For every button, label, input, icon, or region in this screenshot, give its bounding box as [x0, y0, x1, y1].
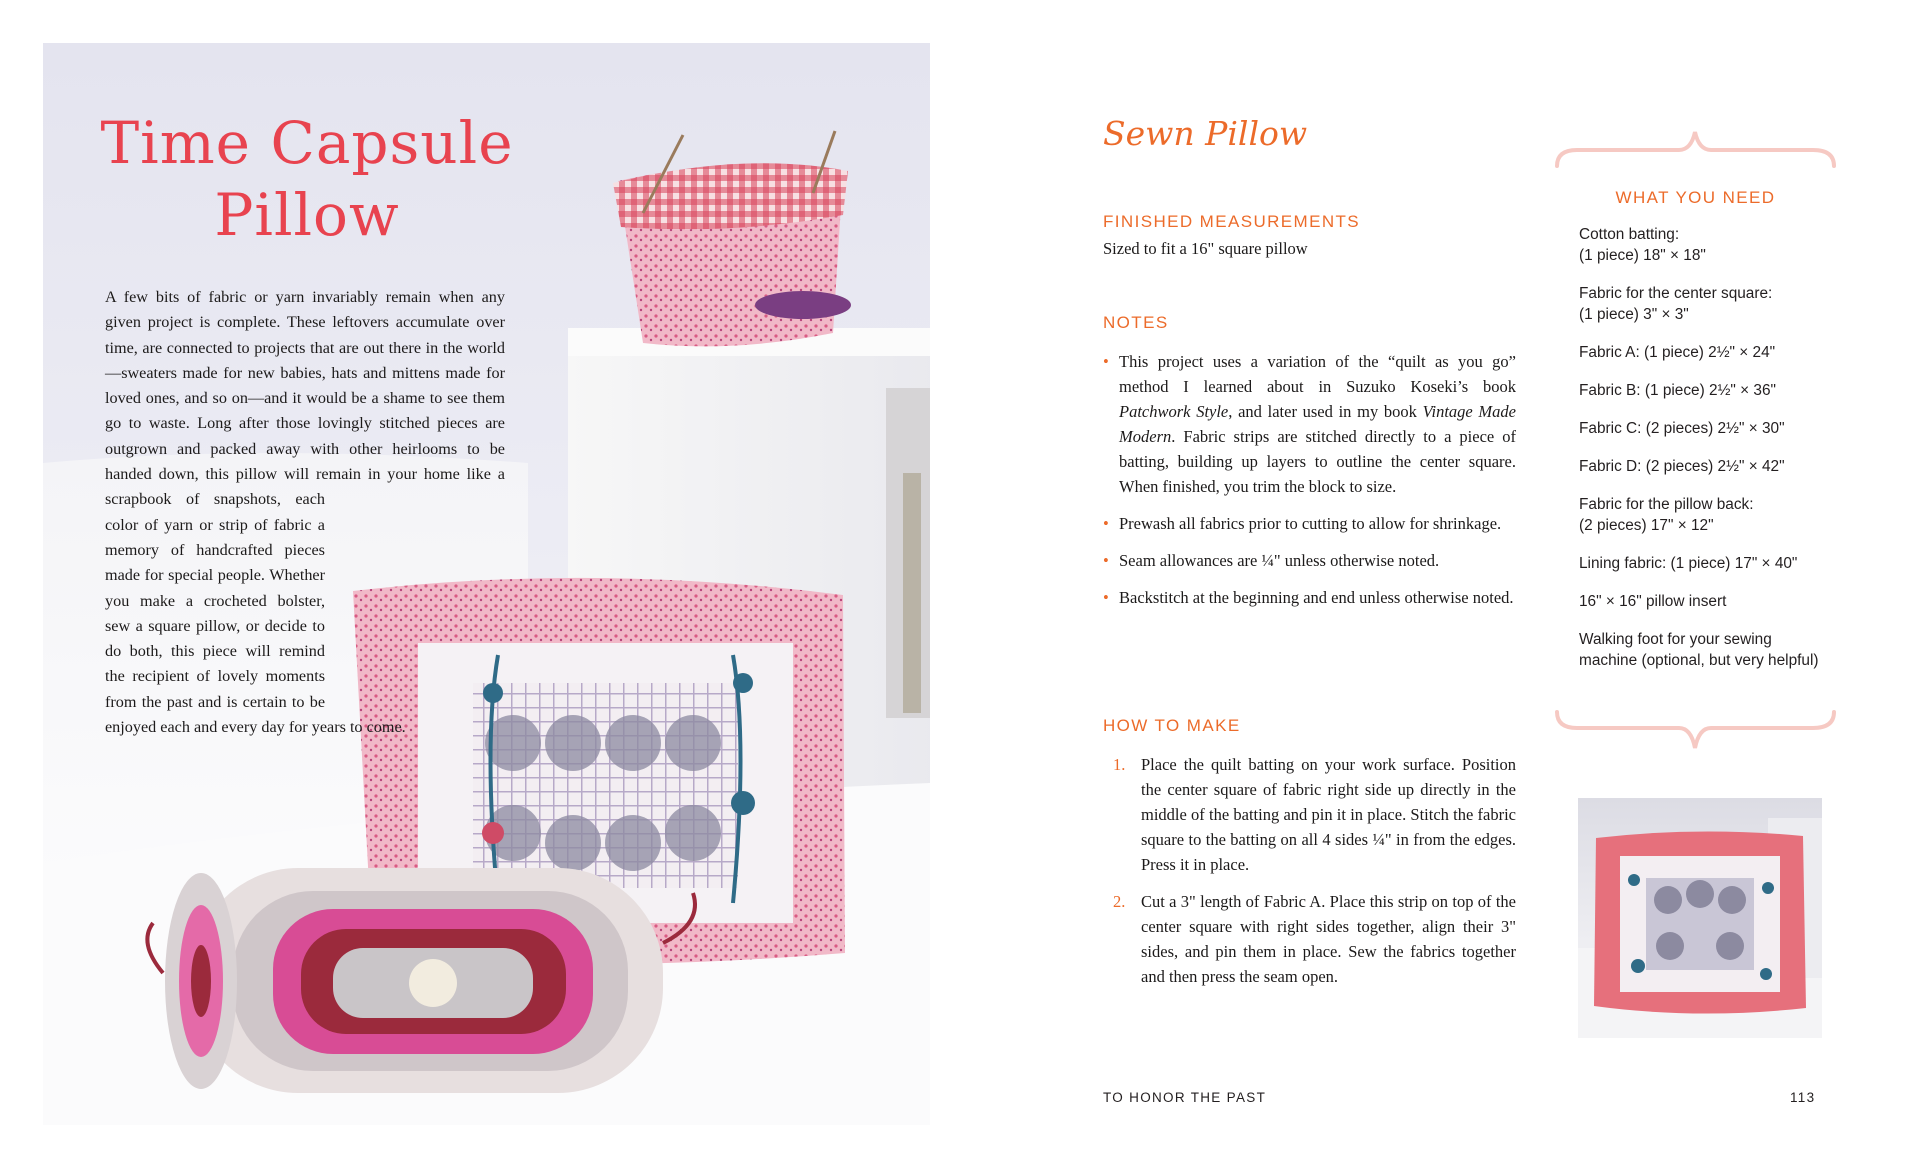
material-item: Fabric A: (1 piece) 2½" × 24" [1579, 344, 1776, 361]
step-text: Cut a 3" length of Fabric A. Place this strip on top of the center square with right sides together, align their 3" sides, and pin them in place. Sew the fabrics together and then press the seam open. [1141, 892, 1516, 986]
note-item: • Prewash all fabrics prior to cutting to allow for shrinkage. [1103, 511, 1516, 536]
material-item: Cotton batting: (1 piece) 18" × 18" [1579, 226, 1706, 264]
title-line-2: Pillow [214, 181, 400, 249]
page-title [43, 107, 571, 251]
notes-heading: NOTES [1103, 313, 1169, 332]
material-item: Fabric C: (2 pieces) 2½" × 30" [1579, 420, 1785, 437]
material-item: 16" × 16" pillow insert [1579, 593, 1727, 610]
notes-list [1103, 349, 1516, 622]
materials-list [1579, 224, 1819, 688]
section-title: Sewn Pillow [1103, 114, 1308, 153]
finished-measurements-text: Sized to fit a 16" square pillow [1103, 239, 1308, 258]
note-item: • Backstitch at the beginning and end unless otherwise noted. [1103, 585, 1516, 610]
material-item: Walking foot for your sewing machine (optional, but very helpful) [1579, 631, 1819, 669]
running-footer: TO HONOR THE PAST [1103, 1090, 1267, 1105]
thumbnail-illustration [1578, 798, 1822, 1038]
step-item [1103, 752, 1516, 877]
what-you-need-box [1553, 128, 1838, 748]
step-item [1103, 889, 1516, 989]
intro-text: A few bits of fabric or yarn invariably remain when any given project is complete. These leftovers accumulate over time, are connected to projects that are out there in the world—sweaters made for new babies, hats and mittens made for loved ones, and so on—and it would be a shame to see them go to waste. Long after those lovingly stitched pieces are outgrown and packed away with other heirlooms to be handed down, this pillow will remain in your home like a scrapbook of snapshots, each color of yarn or strip of fabric a memory of handcrafted pieces made for special people. Whether you make a crocheted bolster, sew a square pillow, or decide to do both, this piece will remind the recipient of lovely moments from the past and is certain to be enjoyed each and every day for years to come. [105, 288, 505, 737]
how-to-make-heading: HOW TO MAKE [1103, 716, 1241, 735]
note-item: • This project uses a variation of the “quilt as you go” method I learned about in Suzuko Koseki’s book Patchwork Style, and later used in my book Vintage Made Modern. Fabric strips are stitched directly to a piece of batting, building up layers to outline the center square. When finished, you trim the block to size. [1103, 349, 1516, 499]
material-item: Fabric B: (1 piece) 2½" × 36" [1579, 382, 1776, 399]
title-line-1: Time Capsule [100, 109, 514, 177]
material-item: Fabric for the pillow back: (2 pieces) 17" × 12" [1579, 496, 1754, 534]
material-item: Fabric D: (2 pieces) 2½" × 42" [1579, 458, 1785, 475]
intro-paragraph [105, 285, 505, 740]
what-you-need-heading: WHAT YOU NEED [1615, 188, 1776, 207]
material-item: Lining fabric: (1 piece) 17" × 40" [1579, 555, 1798, 572]
finished-measurements-heading: FINISHED MEASUREMENTS [1103, 212, 1361, 231]
top-bracket [1553, 128, 1838, 168]
note-item: • Seam allowances are ¼" unless otherwise noted. [1103, 548, 1516, 573]
bottom-bracket [1553, 710, 1838, 754]
finished-pillow-thumbnail [1578, 798, 1822, 1038]
step-number: 1. [1113, 755, 1126, 774]
step-number: 2. [1113, 892, 1126, 911]
pillow-photo [43, 43, 930, 1125]
page-number: 113 [1790, 1090, 1816, 1105]
step-text: Place the quilt batting on your work surface. Position the center square of fabric right side up directly in the middle of the batting and pin it in place. Stitch the fabric square to the batting on all 4 sides ¼" in from the edges. Press it in place. [1141, 755, 1516, 874]
steps-list [1103, 752, 1516, 1001]
crochet-bolster [147, 868, 695, 1093]
material-item: Fabric for the center square: (1 piece) 3" × 3" [1579, 285, 1773, 323]
